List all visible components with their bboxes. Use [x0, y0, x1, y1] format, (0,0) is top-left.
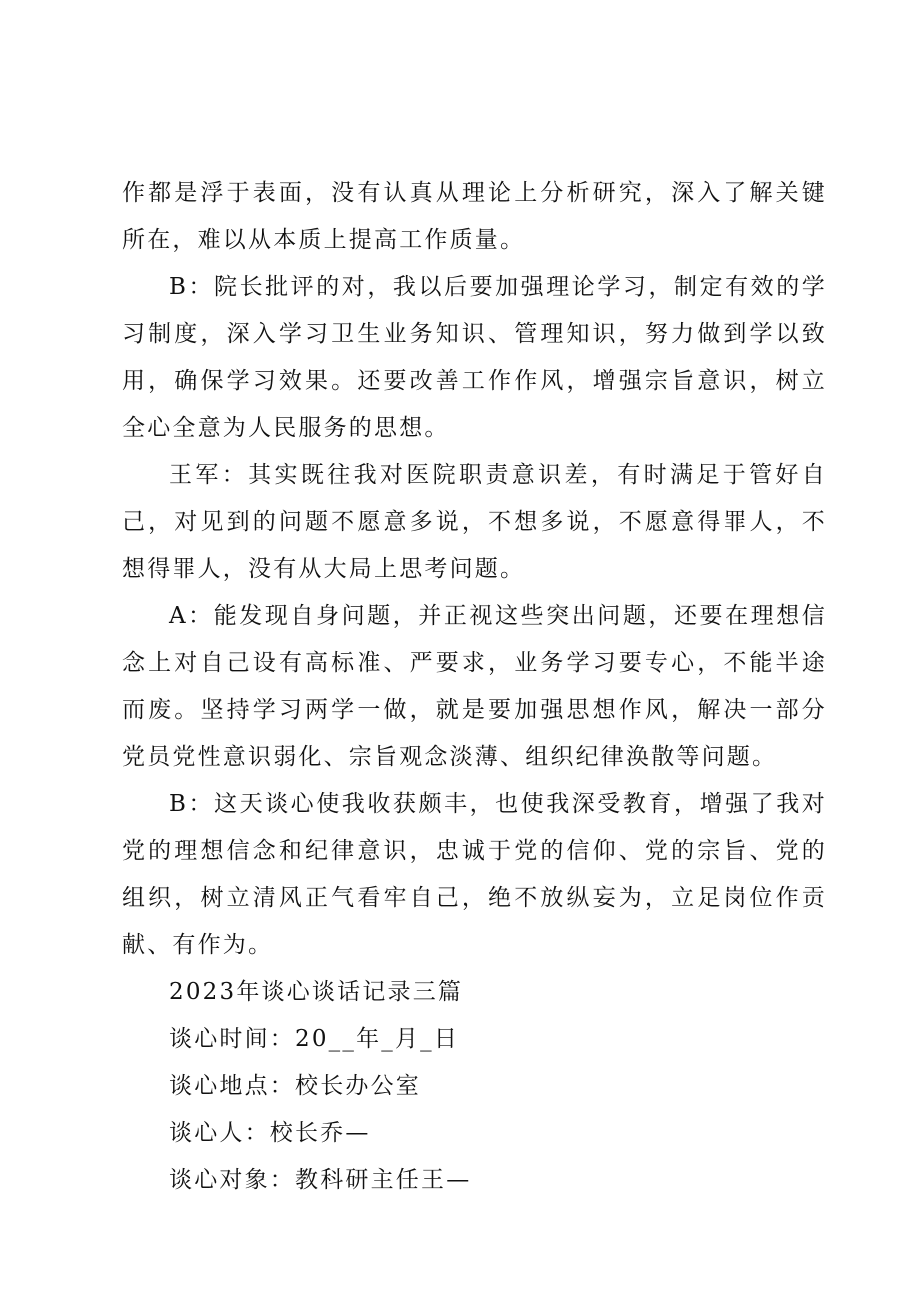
paragraph-continuation: 作都是浮于表面，没有认真从理论上分析研究，深入了解关键所在，难以从本质上提高工作质量。: [122, 180, 827, 253]
document-body: [122, 170, 827, 1204]
meta-time: 谈心时间：20__年_月_日: [169, 1026, 460, 1052]
paragraph-b-reply: B：院长批评的对，我以后要加强理论学习，制定有效的学习制度，深入学习卫生业务知识、管理知识，努力做到学以致用，确保学习效果。还要改善工作作风，增强宗旨意识，树立全心全意为人民服务的思想。: [122, 274, 827, 441]
meta-speaker: 谈心人：校长乔—: [169, 1120, 371, 1146]
meta-place: 谈心地点：校长办公室: [169, 1073, 421, 1099]
section-heading: 2023年谈心谈话记录三篇: [169, 979, 464, 1005]
paragraph-wangjun: 王军：其实既往我对医院职责意识差，有时满足于管好自己，对见到的问题不愿意多说，不想多说，不愿意得罪人，不想得罪人，没有从大局上思考问题。: [122, 462, 827, 582]
paragraph-a-comment: A：能发现自身问题，并正视这些突出问题，还要在理想信念上对自己设有高标准、严要求，业务学习要专心，不能半途而废。坚持学习两学一做，就是要加强思想作风，解决一部分党员党性意识弱化、宗旨观念淡薄、组织纪律涣散等问题。: [122, 603, 827, 770]
meta-target: 谈心对象：教科研主任王—: [169, 1167, 472, 1193]
paragraph-b-closing: B：这天谈心使我收获颇丰，也使我深受教育，增强了我对党的理想信念和纪律意识，忠诚于党的信仰、党的宗旨、党的组织，树立清风正气看牢自己，绝不放纵妄为，立足岗位作贡献、有作为。: [122, 791, 827, 958]
